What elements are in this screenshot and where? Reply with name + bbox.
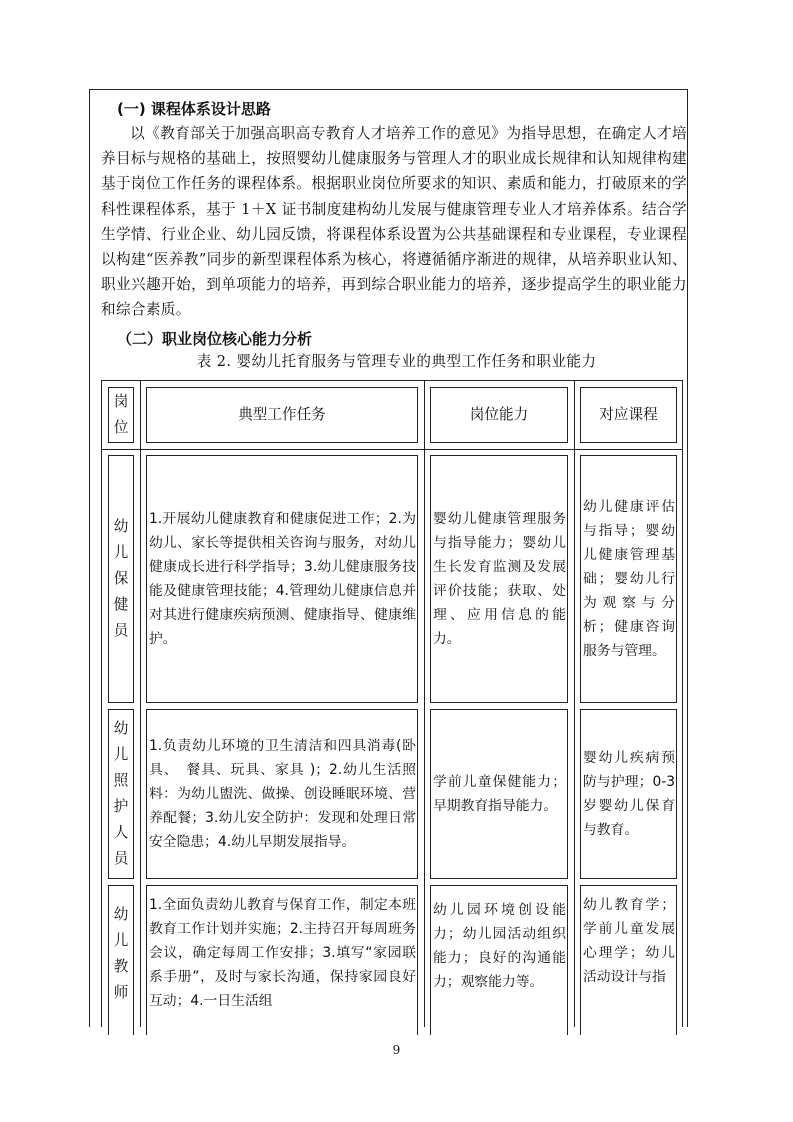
table-row-2-courses: 婴幼儿疾病预防与护理；0-3 岁婴幼儿保育与教育。	[583, 750, 675, 838]
curriculum-paragraph-text: 以《教育部关于加强高职高专教育人才培养工作的意见》为指导思想，在确定人才培养目标与规格的基础上，按照婴幼儿健康服务与管理人才的职业成长规律和认知规律构建基于岗位工作任务的课程体系。根据职业岗位所要求的知识、素质和能力，打破原来的学科性课程体系，基于 1＋X 证书制度建构幼儿发展与健康管理专业人才培养体系。结合学生学情、行业企业、幼儿园反馈，将课程体系设置为公共基础课程和专业课程，专业课程以构建“医养教”同步的新型课程体系为核心，将遵循循序渐进的规律，从培养职业认知、职业兴趣开始，到单项能力的培养，再到综合职业能力的培养，逐步提高学生的职业能力和综合素质。	[101, 125, 687, 319]
curriculum-paragraph	[101, 121, 687, 323]
table-caption: 表 2. 婴幼儿托育服务与管理专业的典型工作任务和职业能力	[196, 353, 597, 370]
table-row-3-tasks: 1.全面负责幼儿教育与保育工作，制定本班教育工作计划并实施；2.主持召开每周班务会议，确定每周工作安排；3.填写“家园联系手册”，及时与家长沟通，保持家园良好互动；4.一日生活组	[149, 897, 416, 1009]
header-ability: 岗位能力	[469, 406, 529, 424]
table-row-1-post: 幼儿保健员	[113, 518, 129, 639]
section-title-core-ability: （二）职业岗位核心能力分析	[117, 330, 313, 348]
table-row-3-courses: 幼儿教育学；学前儿童发展心理学；幼儿活动设计与指	[583, 897, 675, 985]
table-row-1-tasks: 1.开展幼儿健康教育和健康促进工作；2.为幼儿、家长等提供相关咨询与服务，对幼儿健康成长进行科学指导；3.幼儿健康服务技能及健康管理技能；4.管理幼儿健康信息并对其进行健康疾病预测、健康指导、健康维护。	[149, 511, 416, 647]
table-row-3-post: 幼儿教师	[113, 906, 129, 1001]
table-row-3-ability: 幼儿园环境创设能力；幼儿园活动组织能力；良好的沟通能力；观察能力等。	[433, 902, 566, 990]
table-row-2-tasks: 1.负责幼儿环境的卫生清洁和四具消毒(卧具、 餐具、玩具、家具 )；2.幼儿生活照料：为幼儿盥洗、做操、创设睡眠环境、营养配餐；3.幼儿安全防护：发现和处理日常安全隐患；4.幼儿早期发展指导。	[149, 738, 416, 850]
table-row-1-courses: 幼儿健康评估与指导；婴幼儿健康管理基础；婴幼儿行为观察与分析；健康咨询服务与管理。	[583, 499, 675, 659]
table-row-1-ability: 婴幼儿健康管理服务与指导能力；婴幼儿生长发育监测及发展评价技能；获取、处理、应用信息的能力。	[433, 511, 566, 647]
header-courses: 对应课程	[599, 406, 658, 424]
table-row-2-ability: 学前儿童保健能力；早期教育指导能力。	[433, 774, 566, 814]
header-post: 岗位	[113, 393, 129, 436]
header-tasks: 典型工作任务	[238, 406, 326, 424]
page-number: 9	[392, 1043, 401, 1057]
section-title-curriculum: (一) 课程体系设计思路	[117, 100, 271, 118]
table-row-2-post: 幼儿照护人员	[113, 720, 129, 867]
